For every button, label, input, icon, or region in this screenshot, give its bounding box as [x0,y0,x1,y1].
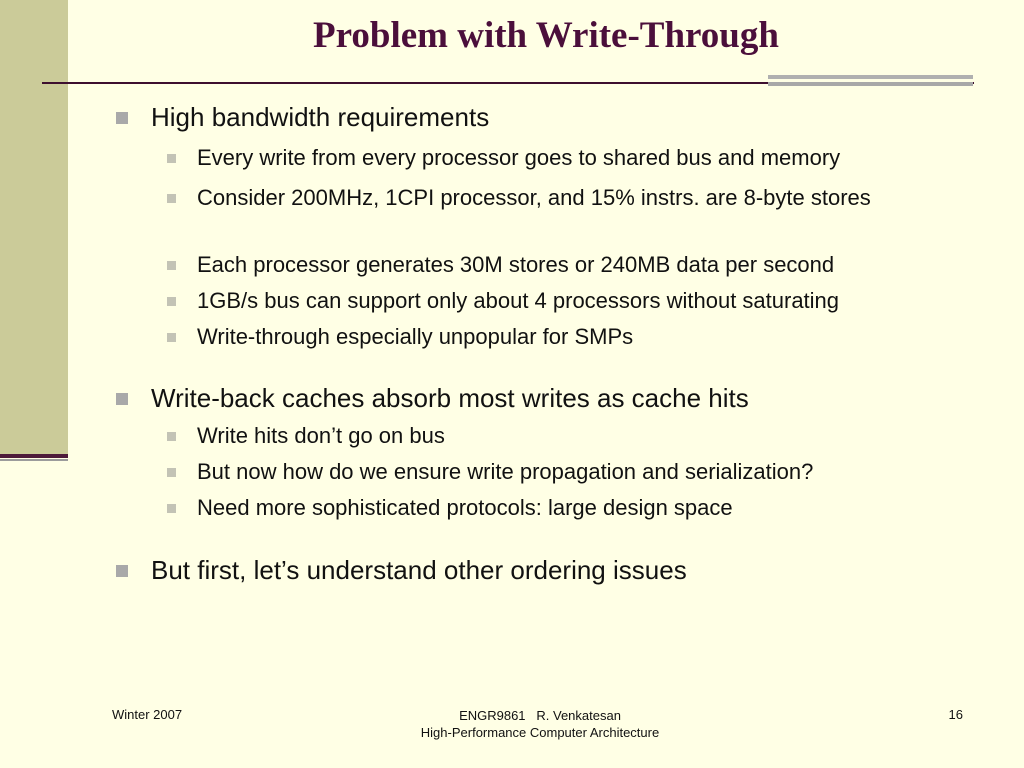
bullet-square-icon [167,504,176,513]
footer-date: Winter 2007 [112,707,183,722]
slide-title: Problem with Write-Through [313,15,779,56]
left-decor-line [0,454,68,458]
sub-bullet-2-3: Need more sophisticated protocols: large design space [197,495,733,520]
sub-bullet-1-3: Each processor generates 30M stores or 240MB data per second [197,252,835,277]
footer-course-line1: ENGR9861 R. Venkatesan [459,708,621,723]
sub-bullet-2-2: But now how do we ensure write propagation and serialization? [197,459,814,484]
bullet-square-icon [167,297,176,306]
bullet-square-icon [167,154,176,163]
bullet-square-icon [116,565,128,577]
sub-bullet-1-1: Every write from every processor goes to shared bus and memory [197,145,841,170]
sub-bullet-2-1: Write hits don’t go on bus [197,423,445,448]
title-stripes [768,75,973,95]
sub-bullet-1-4: 1GB/s bus can support only about 4 processors without saturating [197,288,840,313]
bullet-3: But first, let’s understand other ordering issues [151,555,687,585]
bullet-1: High bandwidth requirements [151,102,490,132]
bullet-square-icon [167,194,176,203]
bullet-square-icon [167,468,176,477]
bullet-square-icon [167,432,176,441]
bullet-square-icon [167,261,176,270]
bullet-square-icon [116,393,128,405]
bullet-square-icon [116,112,128,124]
page-number: 16 [948,707,963,722]
bullet-2: Write-back caches absorb most writes as cache hits [151,383,749,413]
footer-course-line2: High-Performance Computer Architecture [420,725,660,740]
left-decor-line-gray [0,459,68,461]
left-decor-bar [0,0,68,456]
sub-bullet-1-5: Write-through especially unpopular for SMPs [197,324,634,349]
sub-bullet-1-2: Consider 200MHz, 1CPI processor, and 15% instrs. are 8-byte stores [197,185,871,210]
footer-course [390,707,690,741]
bullet-square-icon [167,333,176,342]
